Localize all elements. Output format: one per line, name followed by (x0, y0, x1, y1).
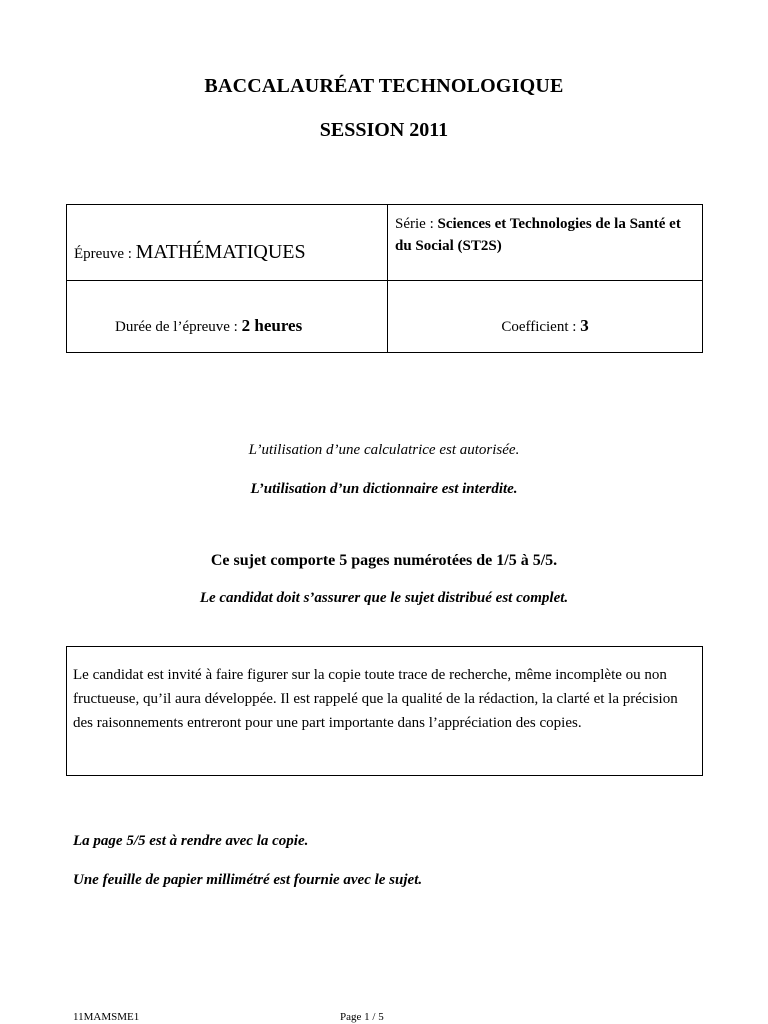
coefficient-cell (387, 316, 703, 336)
dictionary-forbidden-note: L’utilisation d’un dictionnaire est interdite. (250, 481, 518, 497)
epreuve-value: MATHÉMATIQUES (135, 241, 306, 263)
duree-value: 2 heures (241, 316, 303, 335)
session-year: SESSION 2011 (319, 119, 449, 141)
candidate-notice-text: Le candidat est invité à faire figurer sur la copie toute trace de recherche, même incomplète ou non fructueuse, qu’il aura développée. Il est rappelé que la qualité de la rédaction, la clarté et la précision des raisonnements entreront pour une part importante dans l’appréciation des copies. (73, 667, 678, 731)
epreuve-cell (74, 241, 306, 264)
graph-paper-note: Une feuille de papier millimétré est fournie avec le sujet. (73, 872, 423, 888)
serie-value: Sciences et Technologies de la Santé et du Social (ST2S) (395, 216, 681, 254)
completeness-note: Le candidat doit s’assurer que le sujet distribué est complet. (199, 590, 569, 606)
calculator-allowed-note: L’utilisation d’une calculatrice est autorisée. (248, 442, 520, 458)
duree-label: Durée de l’épreuve : (115, 319, 242, 335)
page-number: Page 1 / 5 (340, 1011, 384, 1023)
subject-code: 11MAMSME1 (73, 1011, 140, 1023)
candidate-notice-box (66, 646, 703, 776)
serie-label: Série : (395, 216, 438, 232)
exam-title: BACCALAURÉAT TECHNOLOGIQUE (204, 75, 564, 97)
return-page-note: La page 5/5 est à rendre avec la copie. (73, 833, 309, 849)
coefficient-value: 3 (580, 316, 589, 335)
page-count-note: Ce sujet comporte 5 pages numérotées de 1/5 à 5/5. (210, 552, 558, 569)
epreuve-label: Épreuve : (74, 246, 136, 262)
table-divider-horizontal (67, 280, 702, 281)
serie-cell (395, 213, 695, 257)
duree-cell (115, 316, 302, 336)
exam-info-table (66, 204, 703, 353)
coefficient-label: Coefficient : (501, 319, 581, 335)
